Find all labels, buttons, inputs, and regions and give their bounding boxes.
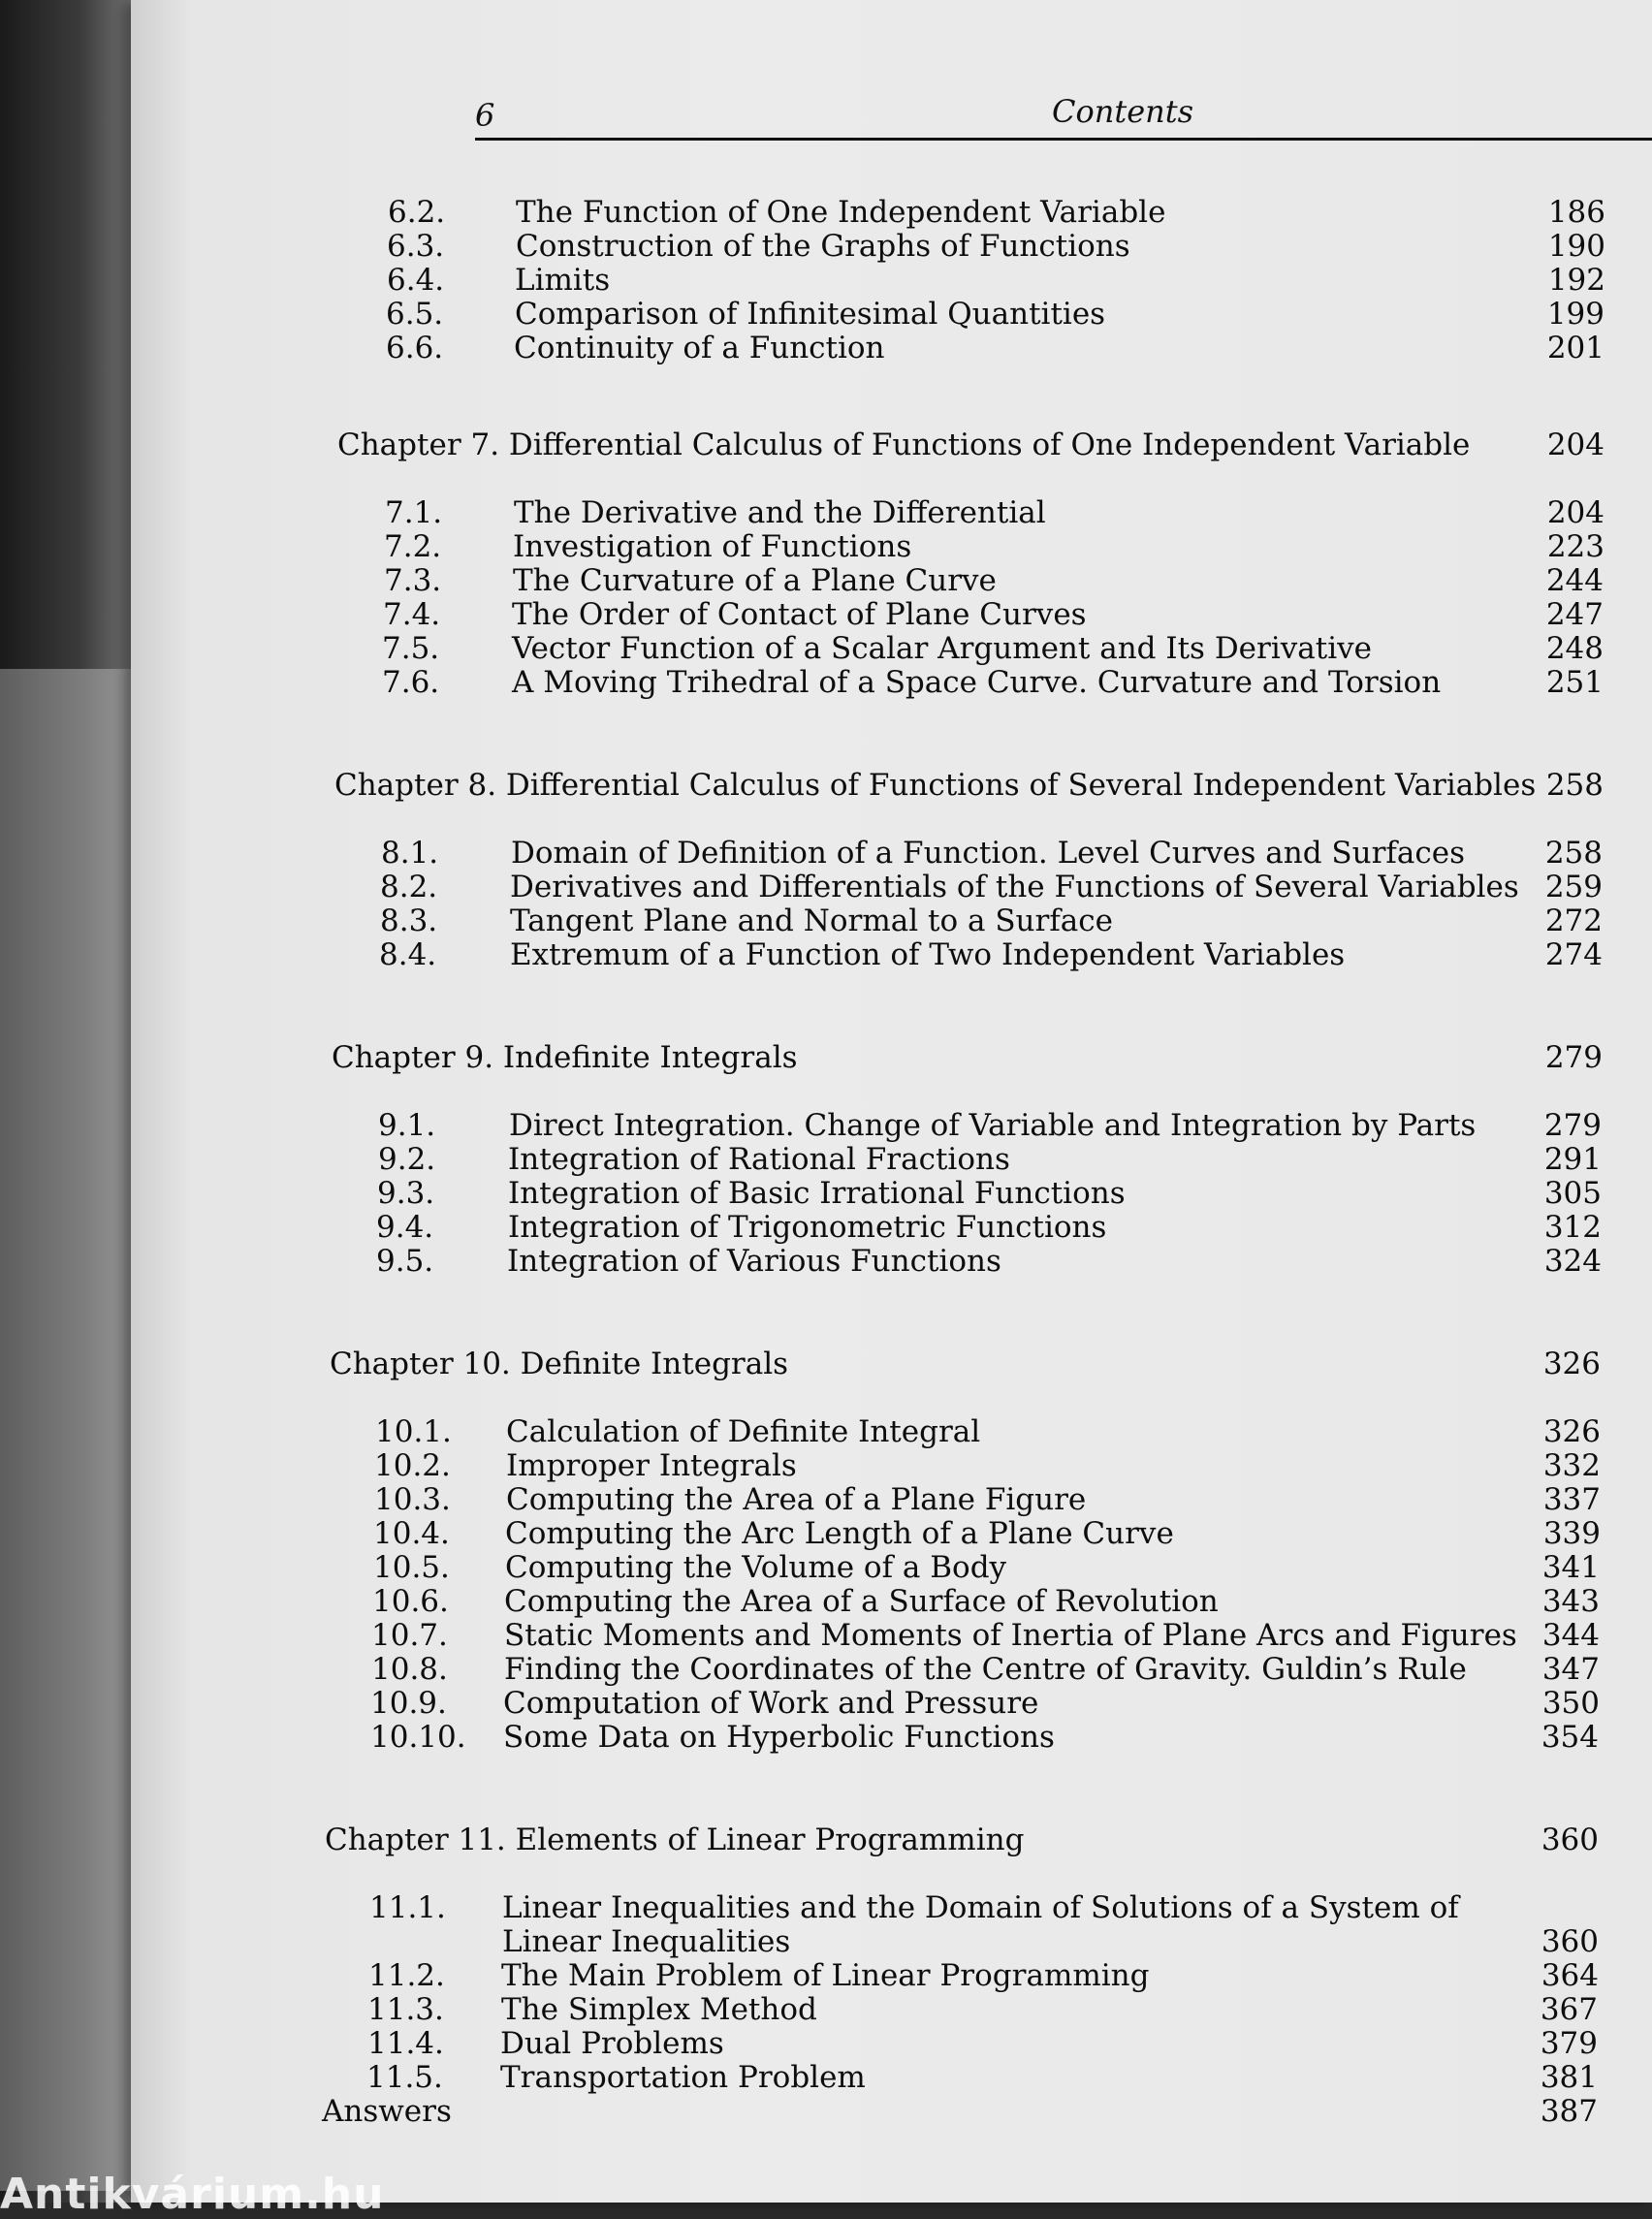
section-number: 10.7. [371,1618,448,1653]
page-reference: 186 [1547,195,1605,230]
toc-entry-row [0,195,1652,230]
toc-entry-row [0,1890,1652,1925]
toc-chapter-row [0,1823,1652,1857]
section-title: Construction of the Graphs of Functions [516,229,1130,264]
section-title: Integration of Various Functions [507,1244,1001,1279]
section-title: Integration of Trigonometric Functions [508,1210,1107,1245]
toc-entry-row [0,1244,1652,1279]
toc-entry-row [0,1720,1652,1755]
section-title: Limits [515,263,611,298]
page-reference: 347 [1541,1652,1600,1687]
section-title: Computing the Area of a Plane Figure [506,1482,1087,1517]
section-number: 7.1. [385,495,443,530]
section-title: Linear Inequalities and the Domain of Solutions of a System of [502,1890,1459,1925]
page-reference: 199 [1546,297,1604,332]
watermark: Antikvárium.hu [0,2170,385,2219]
chapter-title: Chapter 10. Definite Integrals [330,1347,789,1381]
page-reference: 272 [1544,903,1603,938]
section-title: Computing the Area of a Surface of Revolution [504,1584,1219,1619]
section-number: 9.4. [376,1210,434,1245]
toc-entry-row [0,297,1652,332]
section-title: A Moving Trihedral of a Space Curve. Curvature and Torsion [512,665,1442,700]
section-number: 6.4. [387,263,445,298]
toc-chapter-row [0,1040,1652,1075]
section-number: 9.2. [378,1142,436,1177]
section-number: 9.3. [377,1176,435,1211]
toc-entry-row [0,1924,1652,1959]
section-title: The Order of Contact of Plane Curves [512,597,1087,632]
page-number: 6 [475,97,495,134]
section-title: Investigation of Functions [513,529,912,564]
toc-entry-row [0,2026,1652,2061]
section-number: 6.6. [386,331,444,365]
page-reference: 223 [1546,529,1604,564]
page-reference: 201 [1546,331,1604,365]
toc-entry-row [0,495,1652,530]
section-number: 10.9. [370,1686,447,1721]
section-title: Vector Function of a Scalar Argument and Its Derivative [512,631,1372,666]
section-number: 11.1. [369,1890,446,1925]
chapter-title: Chapter 7. Differential Calculus of Functions of One Independent Variable [337,428,1471,462]
section-title: Domain of Definition of a Function. Level Curves and Surfaces [511,836,1465,871]
section-title: Computation of Work and Pressure [503,1686,1039,1721]
toc-entry-row [0,331,1652,365]
section-title: Tangent Plane and Normal to a Surface [510,903,1113,938]
section-number: 10.1. [375,1414,452,1449]
page-reference: 279 [1544,1040,1603,1075]
section-number: 7.3. [384,563,442,598]
section-number: 10.5. [373,1550,450,1585]
page-reference: 259 [1544,870,1603,904]
toc-entry-row [0,1108,1652,1143]
toc-entry-row [0,563,1652,598]
page-reference: 247 [1545,597,1604,632]
toc-entry-row [0,1176,1652,1211]
section-title: Continuity of a Function [514,331,885,365]
toc-entry-row [0,1414,1652,1449]
page-reference: 360 [1541,1823,1599,1857]
chapter-title: Chapter 8. Differential Calculus of Functions of Several Independent Variables [334,768,1537,803]
section-number: 10.6. [372,1584,449,1619]
page-reference: 387 [1540,2094,1598,2129]
page-reference: 350 [1541,1686,1600,1721]
section-title: Some Data on Hyperbolic Functions [503,1720,1055,1755]
toc-chapter-row [0,428,1652,462]
page-reference: 190 [1547,229,1605,264]
page-reference: 312 [1543,1210,1602,1245]
page-reference: 354 [1541,1720,1599,1755]
section-number: 10.2. [374,1448,451,1483]
toc-entry-row [0,263,1652,298]
page-reference: 360 [1541,1924,1599,1959]
section-title: Dual Problems [500,2026,724,2061]
toc-entry-row [0,1516,1652,1551]
toc-entry-row [0,665,1652,700]
toc-entry-row [0,836,1652,871]
section-number: 6.2. [388,195,446,230]
section-number: 7.2. [384,529,442,564]
section-title: Calculation of Definite Integral [506,1414,981,1449]
toc-entry-row [0,1958,1652,1993]
toc-entry-row [0,903,1652,938]
toc-chapter-row [0,768,1652,803]
section-title: Computing the Arc Length of a Plane Curve [505,1516,1174,1551]
page-reference: 305 [1543,1176,1602,1211]
page-reference: 324 [1543,1244,1602,1279]
page-reference: 343 [1541,1584,1600,1619]
toc-entry-row [0,529,1652,564]
toc-entry-row [0,1550,1652,1585]
section-title: Transportation Problem [500,2060,866,2095]
section-title: Static Moments and Moments of Inertia of Plane Arcs and Figures [504,1618,1517,1653]
section-number: 10.3. [374,1482,451,1517]
page-reference: 332 [1542,1448,1601,1483]
section-title: The Main Problem of Linear Programming [501,1958,1150,1993]
chapter-title: Chapter 9. Indefinite Integrals [332,1040,798,1075]
section-number: 8.4. [379,937,437,972]
running-title: Contents [1052,93,1194,130]
toc-entry-row [0,1482,1652,1517]
section-title: Direct Integration. Change of Variable and Integration by Parts [509,1108,1477,1143]
section-number: 10.4. [373,1516,450,1551]
section-title: Computing the Volume of a Body [505,1550,1007,1585]
page-reference: 248 [1545,631,1604,666]
section-number: 11.2. [368,1958,445,1993]
section-number: 6.5. [386,297,444,332]
page-reference: 344 [1541,1618,1600,1653]
toc-chapter-row [0,1347,1652,1381]
section-title: Comparison of Infinitesimal Quantities [515,297,1106,332]
toc-entry-row [0,1584,1652,1619]
page-reference: 364 [1541,1958,1599,1993]
section-title: Improper Integrals [506,1448,797,1483]
toc-entry-row [0,631,1652,666]
section-number: 11.4. [367,2026,444,2061]
page-reference: 339 [1542,1516,1601,1551]
page-reference: 326 [1542,1414,1601,1449]
page-reference: 192 [1547,263,1605,298]
section-title: The Simplex Method [501,1992,817,2027]
section-number: 9.5. [376,1244,434,1279]
page-reference: 341 [1541,1550,1600,1585]
section-number: 11.5. [366,2060,443,2095]
section-number: 8.2. [380,870,438,904]
section-number: 7.5. [382,631,440,666]
page-reference: 337 [1542,1482,1601,1517]
page-reference: 244 [1545,563,1604,598]
section-number: 10.10. [370,1720,466,1755]
toc-entry-row [0,1652,1652,1687]
section-number: 8.1. [381,836,439,871]
section-number: 10.8. [371,1652,448,1687]
toc-entry-row [0,870,1652,904]
section-number: 8.3. [380,903,438,938]
section-title: Linear Inequalities [502,1924,791,1959]
toc-entry-row [0,1618,1652,1653]
page-reference: 291 [1543,1142,1602,1177]
page-reference: 367 [1540,1992,1598,2027]
toc-entry-row [0,1142,1652,1177]
section-number: 7.4. [383,597,441,632]
section-title: The Derivative and the Differential [514,495,1046,530]
answers-title: Answers [322,2094,452,2129]
section-title: The Curvature of a Plane Curve [513,563,997,598]
chapter-title: Chapter 11. Elements of Linear Programming [325,1823,1025,1857]
section-number: 6.3. [387,229,445,264]
toc-entry-row [0,1992,1652,2027]
section-title: Integration of Basic Irrational Functions [508,1176,1126,1211]
page-reference: 381 [1540,2060,1598,2095]
page-reference: 258 [1545,768,1604,803]
toc-entry-row [0,937,1652,972]
toc-answers-row [0,2094,1652,2129]
section-title: Integration of Rational Fractions [508,1142,1010,1177]
section-number: 9.1. [378,1108,436,1143]
section-number: 7.6. [382,665,440,700]
section-number: 11.3. [367,1992,444,2027]
section-title: Finding the Coordinates of the Centre of Gravity. Guldin’s Rule [504,1652,1467,1687]
page-reference: 204 [1546,428,1604,462]
section-title: The Function of One Independent Variable [516,195,1166,230]
toc-entry-row [0,229,1652,264]
page-reference: 379 [1540,2026,1598,2061]
page-reference: 274 [1544,937,1603,972]
toc-entry-row [0,1448,1652,1483]
toc-entry-row [0,597,1652,632]
toc-entry-row [0,2060,1652,2095]
section-title: Derivatives and Differentials of the Functions of Several Variables [510,870,1519,904]
page-reference: 204 [1546,495,1604,530]
toc-entry-row [0,1686,1652,1721]
toc-entry-row [0,1210,1652,1245]
page-reference: 279 [1543,1108,1602,1143]
section-title: Extremum of a Function of Two Independent Variables [510,937,1346,972]
page-reference: 258 [1544,836,1603,871]
page-reference: 251 [1545,665,1604,700]
page-reference: 326 [1542,1347,1601,1381]
